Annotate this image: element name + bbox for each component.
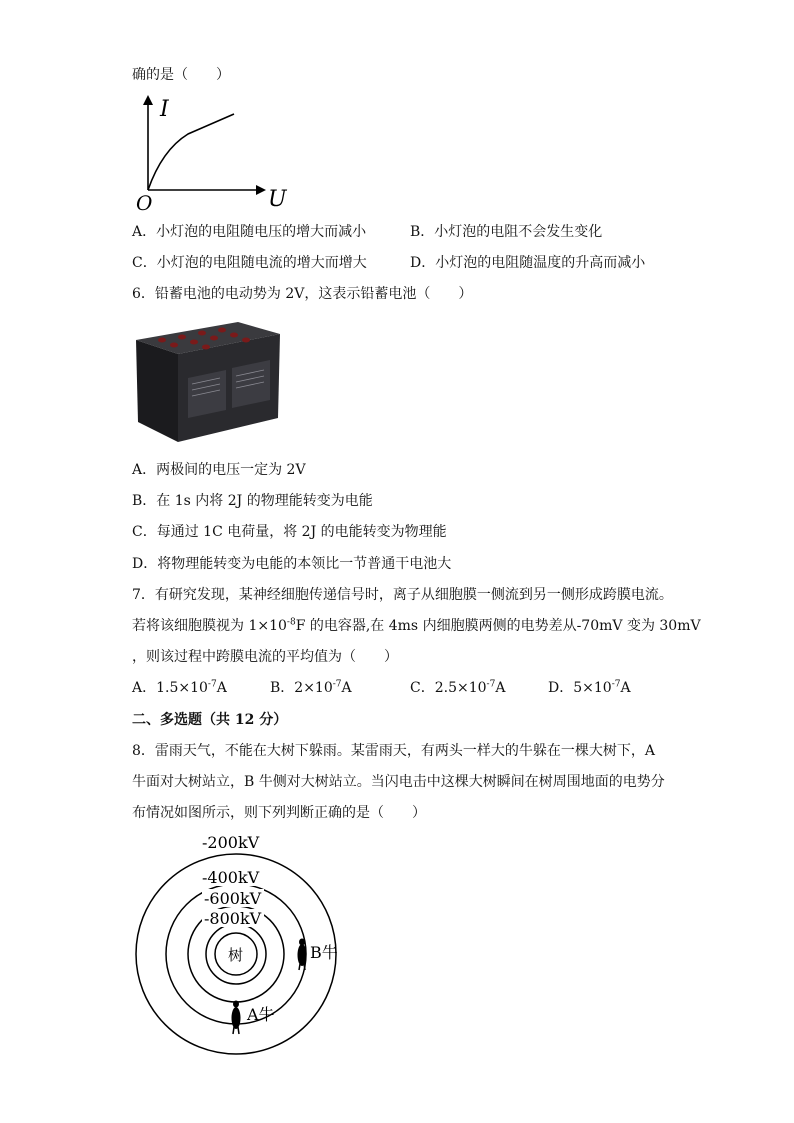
q7-line-2 xyxy=(132,617,701,635)
q5-option-a: A．小灯泡的电阻随电压的增大而减小 xyxy=(132,224,367,240)
q8-line-2: 牛面对大树站立，B 牛侧对大树站立。当闪电击中这棵大树瞬间在树周围地面的电势分 xyxy=(132,774,665,790)
y-axis-label: I xyxy=(160,97,169,122)
potential-distribution-figure xyxy=(130,830,350,1060)
q7-line-2-b: F 的电容器,在 4ms 内细胞膜两侧的电势差从-70mV 变为 30mV xyxy=(295,618,701,634)
q7-line-1: 7．有研究发现，某神经细胞传递信号时，离子从细胞膜一侧流到另一侧形成跨膜电流。 xyxy=(132,587,673,603)
tree-label: 树 xyxy=(228,946,244,964)
q7-capacitance-exponent: -8 xyxy=(286,617,296,628)
q7-line-2-a: 若将该细胞膜视为 1×10 xyxy=(132,618,287,634)
ring-label-600kv: -600kV xyxy=(204,889,262,908)
q7-option-a: A．$1.5\times 10^{-7}A$ xyxy=(132,679,227,696)
section-title-multiple-choice: 二、多选题（共 12 分） xyxy=(132,712,288,728)
q7-option-c: C．$2.5\times 10^{-7}A$ xyxy=(410,679,506,696)
q6-option-b: B．在 1s 内将 2J 的物理能转变为电能 xyxy=(132,493,373,509)
ring-label-800kv: -800kV xyxy=(204,909,262,928)
q5-option-b: B．小灯泡的电阻不会发生变化 xyxy=(410,224,603,240)
q5-stem-tail: 确的是（ ） xyxy=(132,67,230,83)
cow-a-icon xyxy=(232,1001,241,1035)
origin-label: O xyxy=(136,191,153,214)
q6-stem: 6．铅蓄电池的电动势为 2V，这表示铅蓄电池（ ） xyxy=(132,286,473,302)
q6-option-a: A．两极间的电压一定为 2V xyxy=(132,462,306,478)
iu-curve xyxy=(148,114,234,190)
q8-line-3: 布情况如图所示，则下列判断正确的是（ ） xyxy=(132,805,426,821)
ring-label-400kv: -400kV xyxy=(202,868,260,887)
q6-option-d: D．将物理能转变为电能的本领比一节普通干电池大 xyxy=(132,556,452,572)
lead-acid-battery-image xyxy=(134,318,284,444)
x-axis-label: U xyxy=(268,187,287,212)
cow-b-label: B牛 xyxy=(310,943,338,962)
cow-a-label: A牛 xyxy=(247,1005,275,1024)
ring-label-200kv: -200kV xyxy=(202,833,260,852)
y-axis xyxy=(143,95,153,190)
q5-option-c: C．小灯泡的电阻随电流的增大而增大 xyxy=(132,255,367,271)
q7-option-d: D．$5\times 10^{-7}A$ xyxy=(548,679,631,696)
iu-graph xyxy=(130,92,295,214)
x-axis xyxy=(148,185,266,195)
q7-option-b: B．$2\times 10^{-7}A$ xyxy=(270,679,352,696)
q5-option-d: D．小灯泡的电阻随温度的升高而减小 xyxy=(410,255,646,271)
q8-line-1: 8．雷雨天气，不能在大树下躲雨。某雷雨天，有两头一样大的牛躲在一棵大树下，A xyxy=(132,743,656,759)
q7-line-3: ，则该过程中跨膜电流的平均值为（ ） xyxy=(132,649,398,665)
q6-option-c: C．每通过 1C 电荷量，将 2J 的电能转变为物理能 xyxy=(132,524,447,540)
